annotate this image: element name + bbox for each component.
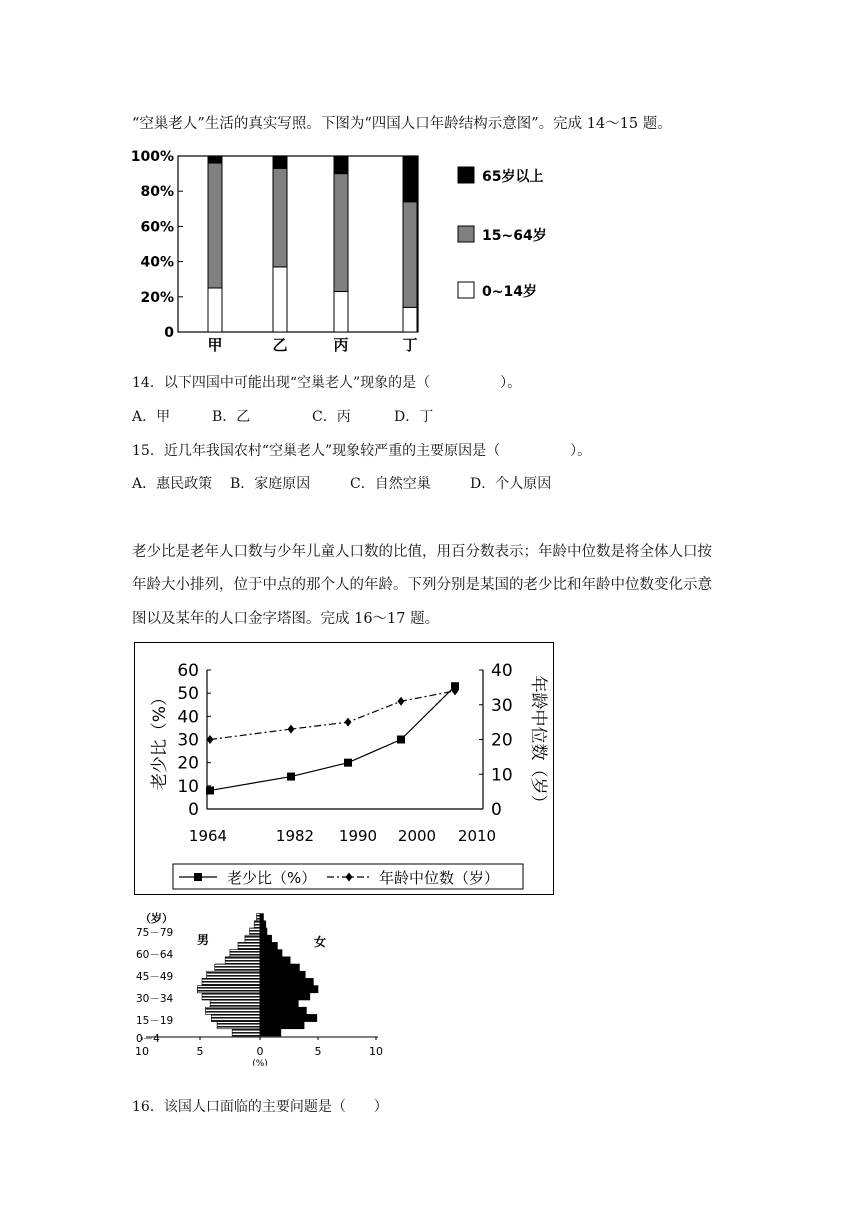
y2-tick-label: 10 [491,765,513,786]
legend-swatch [458,226,474,242]
legend-ratio-marker [194,873,202,881]
female-bar [260,957,290,964]
y2-tick-label: 30 [491,695,513,716]
female-bar [260,1029,281,1036]
category-label: 乙 [272,336,288,354]
female-bar [260,950,282,957]
legend-ratio-label: 老少比（%） [227,869,317,887]
male-bar [207,971,260,978]
bar-segment [334,156,348,174]
q14-stem: 14．以下四国中可能出现“空巢老人”现象的是（ ）。 [132,375,522,391]
male-bar [211,1014,260,1021]
y-tick-label: 30 [177,730,199,751]
male-bar [254,921,260,928]
bar-segment [273,156,287,168]
x-tick-label: 1990 [338,827,378,845]
y-tick-label: 0 [188,800,199,820]
category-label: 丙 [333,336,349,354]
female-bar [260,964,299,971]
female-bar [260,993,310,1000]
passage-line-2: 年龄大小排列，位于中点的那个人的年龄。下列分别是某国的老少比和年龄中位数变化示意 [132,577,712,593]
bar-segment [403,307,417,332]
y-tick-label: 50 [177,684,199,705]
female-bar [260,971,305,978]
y-tick-label: 80% [140,184,174,201]
ratio-median-chart [135,643,553,894]
bar-segment [208,156,222,163]
male-bar [215,964,260,971]
bar-segment [334,292,348,332]
q15-option-b[interactable]: B．家庭原因 [230,476,311,492]
q15-option-a[interactable]: A．惠民政策 [132,476,213,492]
bar-segment [273,168,287,267]
y-tick-label: 40% [140,254,174,271]
x-tick-label: 10 [135,1045,149,1058]
y-tick-label: 60% [140,219,174,236]
q15-option-d[interactable]: D．个人原因 [470,476,552,492]
legend-label: 65岁以上 [482,169,544,185]
q15-option-c[interactable]: C．自然空巢 [350,476,431,492]
y-tick-label: 40 [177,707,199,728]
female-bar [260,1007,306,1014]
y-tick-label: 60 [177,661,199,681]
legend-median-label: 年龄中位数（岁） [379,869,500,887]
ratio-point [206,786,214,794]
male-bar [202,993,260,1000]
female-bar [260,1000,298,1007]
x-tick-label: 10 [369,1045,383,1058]
x-tick-label: 0 [256,1045,264,1058]
y2-tick-label: 0 [491,800,502,820]
median-point [345,718,352,727]
intro-line: “空巢老人”生活的真实写照。下图为“四国人口年龄结构示意图”。完成 14～15 题。 [132,116,672,132]
y-axis-label: 老少比（%） [150,688,170,791]
male-bar [238,942,260,949]
y2-tick-label: 20 [491,730,513,751]
passage-line-1: 老少比是老年人口数与少年儿童人口数的比值，用百分数表示；年龄中位数是将全体人口按 [132,544,712,560]
legend-label: 0~14岁 [482,284,537,300]
x-tick-label: 1964 [188,827,228,845]
female-bar [260,914,263,921]
x-tick-label: 5 [314,1045,322,1058]
ratio-series-line [210,686,455,790]
median-point [398,697,405,706]
female-label: 女 [314,935,327,949]
male-bar [217,1022,260,1029]
male-bar [210,1000,260,1007]
male-bar [230,950,260,957]
bar-segment [334,174,348,292]
female-bar [260,1022,304,1029]
y2-axis-label: 年龄中位数（岁） [528,675,548,812]
x-unit-label: (%) [252,1059,268,1066]
age-group-label: 15－19 [136,1015,174,1027]
legend-label: 15~64岁 [482,228,547,244]
male-bar [250,928,260,935]
female-bar [260,986,318,993]
female-bar [260,942,277,949]
x-tick-label: 5 [196,1045,204,1058]
bar-segment [208,288,222,332]
q15-stem: 15．近几年我国农村“空巢老人”现象较严重的主要原因是（ ）。 [132,443,592,459]
ratio-point [287,773,295,781]
male-bar [205,1007,260,1014]
ratio-point [397,736,405,744]
y-tick-label: 0 [164,325,174,341]
female-bar [260,935,272,942]
y-tick-label: 20 [177,753,199,774]
female-bar [260,978,313,985]
passage-line-3: 图以及某年的人口金字塔图。完成 16～17 题。 [132,611,440,627]
male-bar [245,935,260,942]
median-series-line [210,691,455,740]
q14-option-c[interactable]: C．丙 [312,409,351,425]
ratio-point [344,759,352,767]
male-bar [232,1029,260,1036]
age-group-label: 0－4 [136,1033,160,1045]
category-label: 甲 [207,336,223,354]
x-tick-label: 1982 [275,827,315,845]
female-bar [260,928,267,935]
female-bar [260,1014,317,1021]
y-tick-label: 100% [130,149,174,165]
x-tick-label: 2010 [457,827,497,845]
male-bar [197,986,260,993]
y2-tick-label: 40 [491,661,513,681]
male-bar [257,914,260,921]
bar-segment [403,156,417,202]
population-pyramid-chart [126,906,396,1066]
category-label: 丁 [402,336,418,354]
ratio-median-chart-frame [134,642,554,895]
male-bar [225,957,260,964]
legend-swatch [458,167,474,183]
y-tick-label: 10 [177,776,199,797]
bar-segment [208,163,222,288]
y-tick-label: 20% [140,289,174,306]
bar-segment [403,202,417,308]
q14-option-b[interactable]: B．乙 [212,409,251,425]
x-tick-label: 2000 [397,827,437,845]
male-bar [202,978,260,985]
age-group-label: 75－79 [136,927,174,939]
age-group-label: 30－34 [136,993,174,1005]
q14-option-d[interactable]: D．丁 [394,409,434,425]
q15-options [132,473,551,493]
age-group-label: 60－64 [136,949,174,961]
age-unit-label: （岁） [140,912,173,925]
median-point [288,725,295,734]
q14-option-a[interactable]: A．甲 [132,409,171,425]
bar-segment [273,267,287,332]
q16-stem: 16．该国人口面临的主要问题是（ ） [132,1099,388,1115]
age-structure-chart [120,142,560,357]
female-bar [260,921,266,928]
male-label: 男 [197,933,210,947]
age-group-label: 45－49 [136,971,174,983]
q14-options [132,406,433,426]
legend-swatch [458,282,474,298]
